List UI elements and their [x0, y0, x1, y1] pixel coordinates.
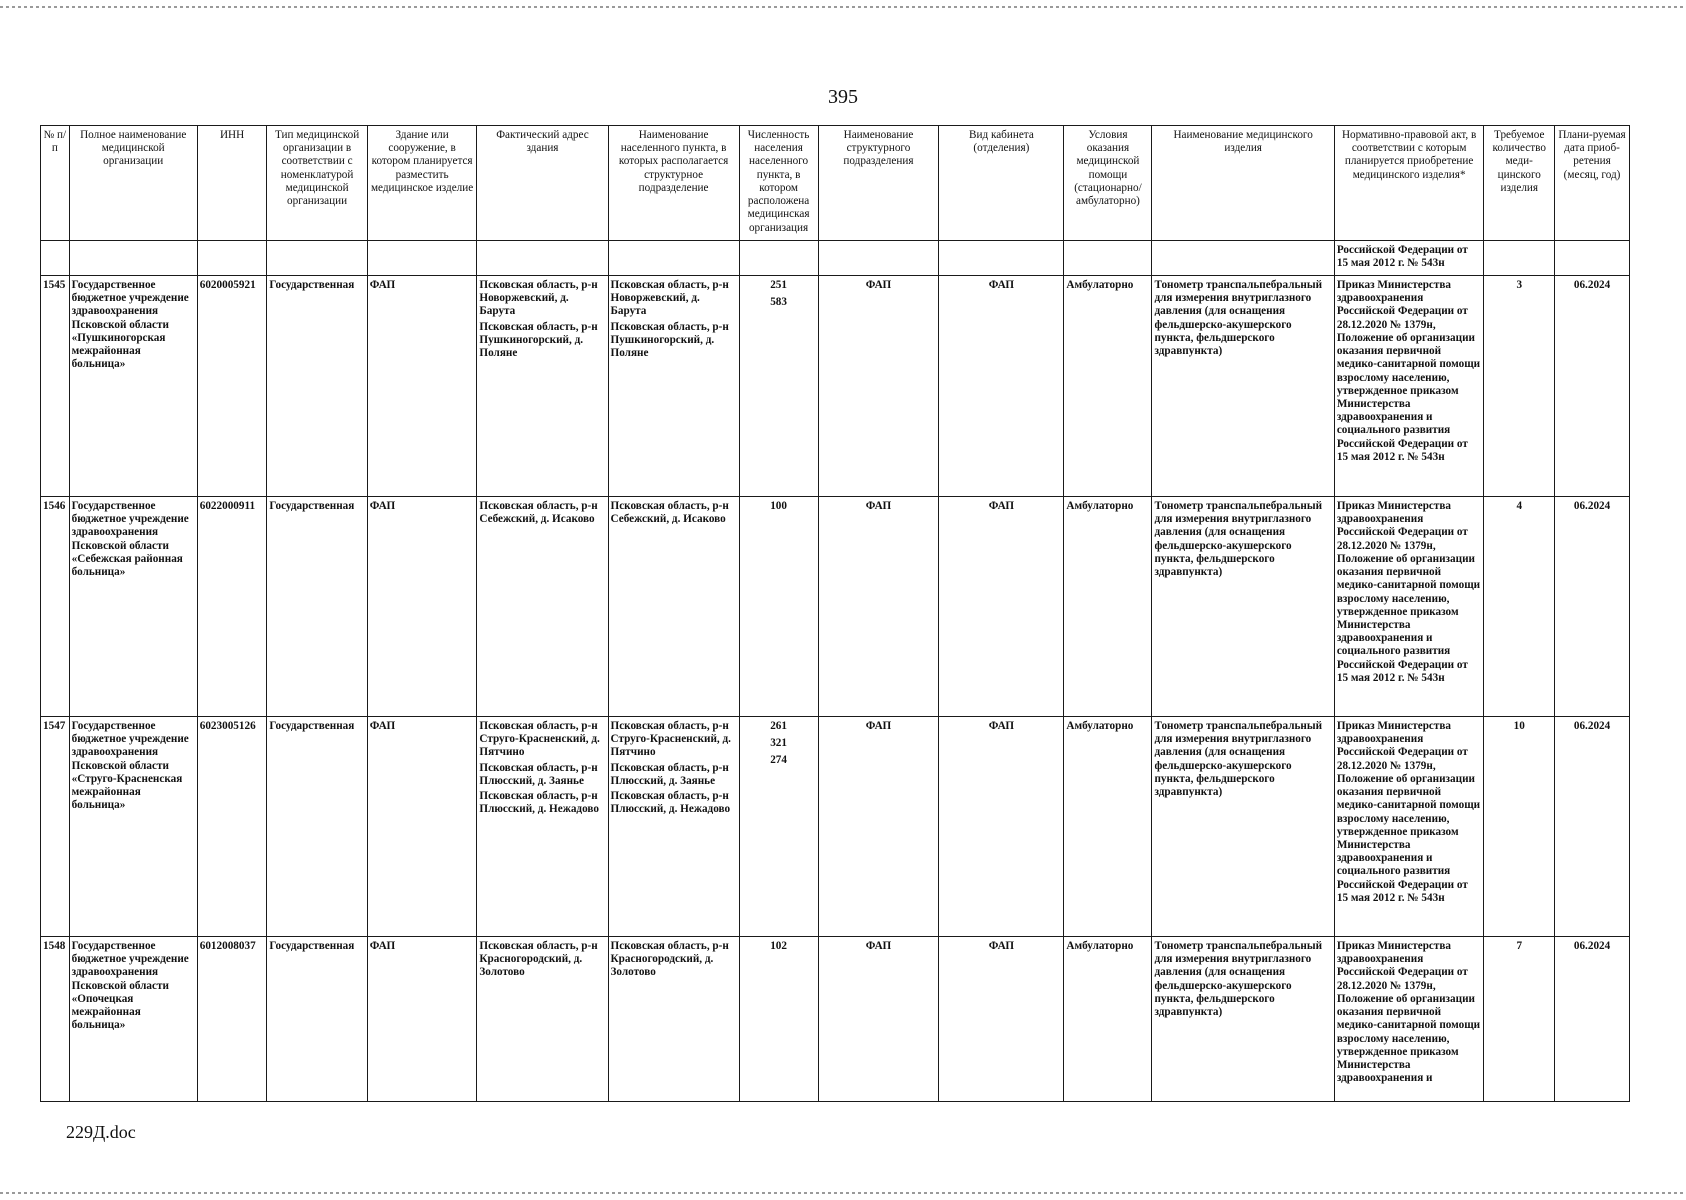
header-cell: Нормативно-правовой акт, в соответствии с которым планируется приобретение медицинского изделия* [1334, 126, 1484, 241]
continuation-row [41, 241, 1630, 276]
device-name: Тонометр транспальпебральный для измерения внутриглазного давления (для оснащения фельдшерско-акушерского пункта, фельдшерского здравпункта) [1152, 717, 1334, 937]
population-cell [739, 497, 818, 717]
header-cell: Наименование структурного подразделения [818, 126, 939, 241]
address: Псковская область, р-н Красногородский, д. Золотово [479, 940, 598, 979]
care-conditions: Амбулаторно [1064, 937, 1152, 1102]
device-name: Тонометр транспальпебральный для измерения внутриглазного давления (для оснащения фельдшерско-акушерского пункта, фельдшерского здравпункта) [1152, 937, 1334, 1102]
population: 100 [770, 500, 787, 512]
row-number: 1545 [41, 276, 70, 497]
settlement: Псковская область, р-н Новоржевский, д. Барута [610, 279, 729, 318]
purchase-date: 06.2024 [1555, 937, 1630, 1102]
row-number: 1547 [41, 717, 70, 937]
structural-unit: ФАП [818, 276, 939, 497]
organization-type: Государственная [267, 937, 367, 1102]
organization-type: Государственная [267, 497, 367, 717]
legal-act: Приказ Министерства здравоохранения Российской Федерации от 28.12.2020 № 1379н, Положение об организации оказания первичной медико-санитарной помощи взрослому населению, утвержденное приказом Министерства здравоохранения и социального развития Российской Федерации от 15 мая 2012 г. № 543н [1334, 497, 1484, 717]
population: 261 [770, 720, 787, 732]
quantity: 10 [1484, 717, 1555, 937]
population-cell [739, 717, 818, 937]
settlement-cell [608, 937, 739, 1102]
inn-value: 6012008037 [197, 937, 267, 1102]
row-number: 1546 [41, 497, 70, 717]
structural-unit: ФАП [818, 497, 939, 717]
population: 321 [770, 737, 787, 750]
address: Псковская область, р-н Плюсский, д. Нежадово [479, 790, 599, 816]
header-cell: Плани-руемая дата приоб-ретения (месяц, год) [1555, 126, 1630, 241]
header-cell: Наименование медицинского изделия [1152, 126, 1334, 241]
address-cell [477, 937, 608, 1102]
settlement: Псковская область, р-н Плюсский, д. Заянье [610, 761, 729, 787]
inn-value: 6020005921 [197, 276, 267, 497]
organization-type: Государственная [267, 717, 367, 937]
structural-unit: ФАП [818, 937, 939, 1102]
organization-type: Государственная [267, 276, 367, 497]
care-conditions: Амбулаторно [1064, 717, 1152, 937]
legal-act: Приказ Министерства здравоохранения Российской Федерации от 28.12.2020 № 1379н, Положение об организации оказания первичной медико-санитарной помощи взрослому населению, утвержденное приказом Министерства здравоохранения и социального развития Российской Федерации от 15 мая 2012 г. № 543н [1334, 717, 1484, 937]
equipment-register-table [40, 125, 1630, 1102]
quantity: 3 [1484, 276, 1555, 497]
cabinet-type: ФАП [939, 717, 1064, 937]
page-number: 395 [828, 86, 858, 108]
header-cell: Фактический адрес здания [477, 126, 608, 241]
footer-filename: 229Д.doc [66, 1122, 136, 1142]
scan-edge-top [0, 6, 1686, 8]
header-row [41, 126, 1630, 241]
address-cell [477, 717, 608, 937]
inn-value: 6022000911 [197, 497, 267, 717]
header-cell: Вид кабинета (отделения) [939, 126, 1064, 241]
legal-act: Приказ Министерства здравоохранения Российской Федерации от 28.12.2020 № 1379н, Положение об организации оказания первичной медико-санитарной помощи взрослому населению, утвержденное приказом Министерства здравоохранения и социального развития Российской Федерации от 15 мая 2012 г. № 543н [1334, 276, 1484, 497]
organization-name: Государственное бюджетное учреждение здравоохранения Псковской области «Опочецкая межрайонная больница» [69, 937, 197, 1102]
header-cell: № п/п [41, 126, 70, 241]
population-cell [739, 276, 818, 497]
purchase-date: 06.2024 [1555, 276, 1630, 497]
building: ФАП [367, 276, 477, 497]
header-cell: Здание или сооружение, в котором планируется разместить медицинское изделие [367, 126, 477, 241]
care-conditions: Амбулаторно [1064, 276, 1152, 497]
address: Псковская область, р-н Струго-Красненский, д. Пятчино [479, 720, 600, 759]
cabinet-type: ФАП [939, 497, 1064, 717]
continuation-act: Российской Федерации от 15 мая 2012 г. № 543н [1334, 241, 1484, 276]
header-cell: Тип медицинской организации в соответствии с номенклатурой медицинской организации [267, 126, 367, 241]
structural-unit: ФАП [818, 717, 939, 937]
device-name: Тонометр транспальпебральный для измерения внутриглазного давления (для оснащения фельдшерско-акушерского пункта, фельдшерского здравпункта) [1152, 276, 1334, 497]
inn-value: 6023005126 [197, 717, 267, 937]
care-conditions: Амбулаторно [1064, 497, 1152, 717]
cabinet-type: ФАП [939, 276, 1064, 497]
settlement-cell [608, 497, 739, 717]
legal-act: Приказ Министерства здравоохранения Российской Федерации от 28.12.2020 № 1379н, Положение об организации оказания первичной медико-санитарной помощи взрослому населению, утвержденное приказом Министерства здравоохранения и [1334, 937, 1484, 1102]
population: 583 [770, 296, 787, 309]
scan-edge-bottom [0, 1192, 1686, 1194]
building: ФАП [367, 937, 477, 1102]
population-cell [739, 937, 818, 1102]
table-row [41, 276, 1630, 497]
header-cell: Наименование населенного пункта, в которых располагается структурное подразделение [608, 126, 739, 241]
header-cell: ИНН [197, 126, 267, 241]
population: 274 [770, 754, 787, 767]
table-row [41, 717, 1630, 937]
settlement-cell [608, 276, 739, 497]
quantity: 4 [1484, 497, 1555, 717]
settlement: Псковская область, р-н Себежский, д. Исаково [610, 500, 729, 526]
population: 251 [770, 279, 787, 291]
row-number: 1548 [41, 937, 70, 1102]
header-cell: Условия оказания медицинской помощи (стационарно/ амбулаторно) [1064, 126, 1152, 241]
table-row [41, 937, 1630, 1102]
header-cell: Численность населения населенного пункта, в котором расположена медицинская организация [739, 126, 818, 241]
address: Псковская область, р-н Новоржевский, д. Барута [479, 279, 598, 318]
building: ФАП [367, 497, 477, 717]
address: Псковская область, р-н Пушкиногорский, д. Поляне [479, 320, 598, 360]
address: Псковская область, р-н Себежский, д. Исаково [479, 500, 598, 526]
settlement: Псковская область, р-н Пушкиногорский, д. Поляне [610, 320, 729, 360]
address-cell [477, 276, 608, 497]
settlement: Псковская область, р-н Струго-Красненский, д. Пятчино [610, 720, 731, 759]
organization-name: Государственное бюджетное учреждение здравоохранения Псковской области «Себежская районная больница» [69, 497, 197, 717]
population: 102 [770, 940, 787, 952]
header-cell: Требуемое количество меди-цинского изделия [1484, 126, 1555, 241]
quantity: 7 [1484, 937, 1555, 1102]
settlement: Псковская область, р-н Красногородский, д. Золотово [610, 940, 729, 979]
settlement: Псковская область, р-н Плюсский, д. Нежадово [610, 790, 731, 816]
organization-name: Государственное бюджетное учреждение здравоохранения Псковской области «Пушкиногорская межрайонная больница» [69, 276, 197, 497]
address: Псковская область, р-н Плюсский, д. Заянье [479, 761, 598, 787]
purchase-date: 06.2024 [1555, 717, 1630, 937]
purchase-date: 06.2024 [1555, 497, 1630, 717]
address-cell [477, 497, 608, 717]
cabinet-type: ФАП [939, 937, 1064, 1102]
settlement-cell [608, 717, 739, 937]
building: ФАП [367, 717, 477, 937]
organization-name: Государственное бюджетное учреждение здравоохранения Псковской области «Струго-Красненская межрайонная больница» [69, 717, 197, 937]
header-cell: Полное наименование медицинской организации [69, 126, 197, 241]
device-name: Тонометр транспальпебральный для измерения внутриглазного давления (для оснащения фельдшерско-акушерского пункта, фельдшерского здравпункта) [1152, 497, 1334, 717]
table-row [41, 497, 1630, 717]
